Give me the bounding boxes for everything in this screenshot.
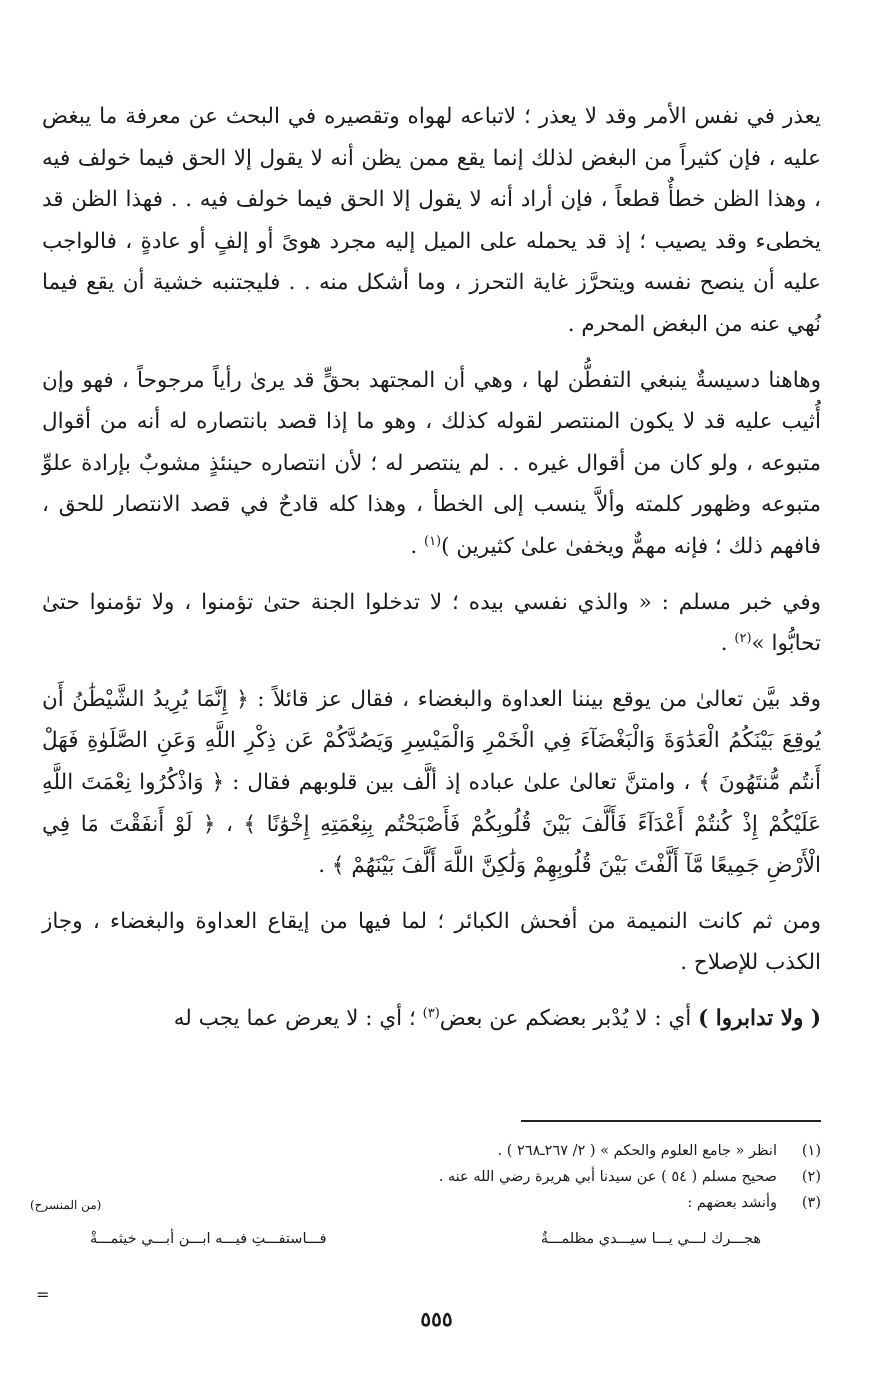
paragraph-2-end: .: [410, 533, 424, 559]
page-number: ٥٥٥: [420, 1307, 453, 1331]
paragraph-3-end: .: [720, 631, 735, 657]
footnote-number: (١): [801, 1143, 821, 1159]
footnote-text: انظر « جامع العلوم والحكم » ( ٢/ ٢٦٧ـ٢٦٨ ) .: [497, 1143, 777, 1159]
paragraph-6-text-2: ؛ أي : لا يعرض عما يجب له: [173, 1005, 423, 1031]
footnote-number: (٣): [801, 1195, 821, 1211]
footnote-1: [30, 1138, 821, 1164]
footnotes: [30, 1138, 821, 1252]
paragraph-5: ومن ثم كانت النميمة من أفحش الكبائر ؛ لما فيها من إيقاع العداوة والبغضاء ، وجاز الكذب للإصلاح .: [42, 908, 821, 976]
footnote-ref-2[interactable]: (٢): [734, 630, 752, 646]
poetic-meter-label: (من المنسرح): [30, 1198, 102, 1212]
hadith-phrase: ( ولا تدابروا ): [698, 1005, 821, 1031]
paragraph-2: [42, 360, 821, 568]
footnote-3: [30, 1190, 821, 1216]
footnote-ref-1[interactable]: (١): [423, 533, 442, 549]
paragraph-4: وقد بيَّن تعالىٰ من يوقع بيننا العداوة والبغضاء ، فقال عز قائلاً : ﴿ إِنَّمَا يُرِيدُ الشَّيْطَٰنُ أَن يُوقِعَ بَيْنَكُمُ الْعَدَٰوَةَ وَالْبَغْضَآءَ فِي الْخَمْرِ وَالْمَيْسِرِ وَيَصُدَّكُمْ عَن ذِكْرِ اللَّهِ وَعَنِ الصَّلَوٰةِ فَهَلْ أَنتُم مُّنتَهُونَ ﴾ ، وامتنَّ تعالىٰ علىٰ عباده إذ ألَّف بين قلوبهم فقال : ﴿ وَاذْكُرُوا نِعْمَتَ اللَّهِ عَلَيْكُمْ إِذْ كُنتُمْ أَعْدَآءً فَأَلَّفَ بَيْنَ قُلُوبِكُمْ فَأَصْبَحْتُم بِنِعْمَتِهِ إِخْوَٰنًا ﴾ ، ﴿ لَوْ أَنفَقْتَ مَا فِي الْأَرْضِ جَمِيعًا مَّآ أَلَّفْتَ بَيْنَ قُلُوبِهِمْ وَلَٰكِنَّ اللَّهَ أَلَّفَ بَيْنَهُمْ ﴾ .: [42, 686, 821, 879]
paragraph-3: [42, 582, 821, 665]
footnote-text: صحيح مسلم ( ٥٤ ) عن سيدنا أبي هريرة رضي الله عنه .: [438, 1169, 777, 1185]
paragraph-3-text: وفي خبر مسلم : « والذي نفسي بيده ؛ لا تدخلوا الجنة حتىٰ تؤمنوا ، ولا تؤمنوا حتىٰ تحابُّوا »: [42, 589, 821, 657]
paragraph-6: [42, 998, 821, 1040]
footnote-divider: [521, 1120, 821, 1122]
footnote-number: (٢): [801, 1169, 821, 1185]
verse-hemistich-1: هجـــرك لـــي يـــا سيـــدي مظلمـــةٌ: [540, 1231, 761, 1247]
paragraph-1: يعذر في نفس الأمر وقد لا يعذر ؛ لاتباعه لهواه وتقصيره في البحث عن معرفة ما يبغض عليه ، فإن كثيراً من البغض لذلك إنما يقع ممن يظن أنه لا يقول إلا الحق فيما خولف فيه ، وهذا الظن خطأٌ قطعاً ، فإن أراد أنه لا يقول إلا الحق فيما خولف فيه . . فهذا الظن قد يخطىء وقد يصيب ؛ إذ قد يحمله على الميل إليه مجرد هوىً أو إلفٍ أو عادةٍ ، فالواجب عليه أن ينصح نفسه ويتحرَّز غاية التحرز ، وما أشكل منه . . فليجتنبه خشية أن يقع فيما نُهي عنه من البغض المحرم .: [42, 104, 821, 337]
footnote-2: [30, 1164, 821, 1190]
continuation-mark: =: [36, 1285, 50, 1304]
footnote-text: وأنشد بعضهم :: [687, 1195, 777, 1211]
verse-hemistich-2: فـــاستفـــتِ فيـــه ابـــن أبـــي خيثمـــةْ: [90, 1231, 327, 1247]
poem-verse: [30, 1226, 821, 1252]
paragraph-6-text-1: أي : لا يُدْبر بعضكم عن بعض: [439, 1005, 699, 1031]
paragraph-2-text: وهاهنا دسيسةٌ ينبغي التفطُّن لها ، وهي أن المجتهد بحقٍّ قد يرىٰ رأياً مرجوحاً ، فهو وإن أُثيب عليه قد لا يكون المنتصر لقوله كذلك ، وهو ما إذا قصد بانتصاره له أنه من أقوال متبوعه ، ولو كان من أقوال غيره . . لم ينتصر له ؛ لأن انتصاره حينئذٍ مشوبٌ بإرادة علوِّ متبوعه وظهور كلمته وألاَّ ينسب إلى الخطأ ، وهذا كله قادحٌ في قصد الانتصار للحق ، فافهم ذلك ؛ فإنه مهمٌّ ويخفىٰ علىٰ كثيرين ): [42, 367, 821, 559]
main-text: [42, 96, 821, 1053]
footnote-ref-3[interactable]: (٣): [422, 1005, 440, 1021]
